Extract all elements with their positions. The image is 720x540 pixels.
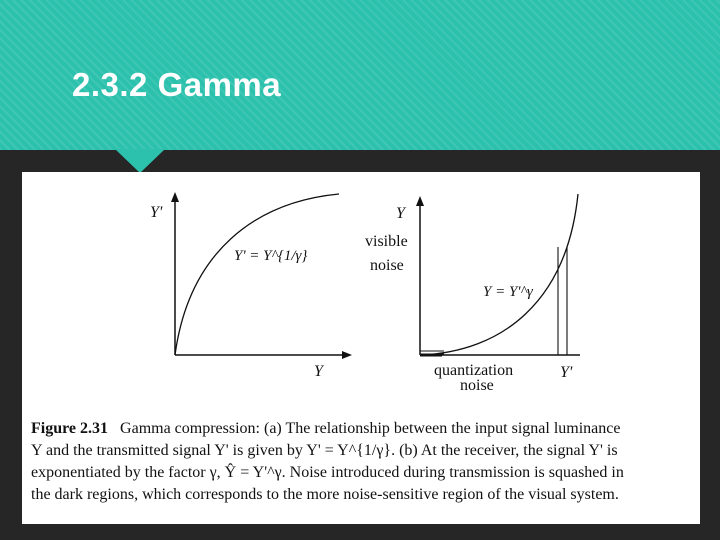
caption-line-2: Y and the transmitted signal Y' is given by Y' = Y^{1/γ}. (b) At the receiver, the signal Y' is [31,442,618,459]
panel-b-y-label: Y [396,205,405,222]
panel-b-curve-label: Y = Y'^γ [483,284,533,300]
visible-noise-label-line1: visible [365,233,408,250]
header-pointer [115,149,165,173]
panel-a-y-arrow [171,192,179,202]
panel-a-x-label: Y [314,363,323,380]
figure-image [22,172,700,524]
panel-a-curve [175,194,339,355]
panel-b-curve [420,194,578,355]
caption-line-1-text: Gamma compression: (a) The relationship between the input signal luminance [120,420,621,437]
caption-line-3: exponentiated by the factor γ, Ŷ = Y'^γ. Noise introduced during transmission is squashed in [31,464,624,481]
panel-a-y-label: Y' [150,204,163,221]
panel-b-y-arrow [416,196,424,206]
caption-label: Figure 2.31 [31,420,109,437]
quantization-noise-label-line1: quantization [434,362,514,379]
panel-b [365,194,580,394]
caption-line-4: the dark regions, which corresponds to the more noise-sensitive region of the visual system. [31,486,619,503]
figure-caption [31,418,696,506]
panel-a-curve-label: Y' = Y^{1/γ} [234,248,308,264]
panel-b-x-label: Y' [560,364,573,381]
slide-title: 2.3.2 Gamma [72,66,282,103]
visible-noise-label-line2: noise [370,257,404,274]
panel-a [150,192,352,380]
quantization-noise-label-line2: noise [460,377,494,394]
panel-a-x-arrow [342,351,352,359]
caption-line-1 [31,418,696,440]
